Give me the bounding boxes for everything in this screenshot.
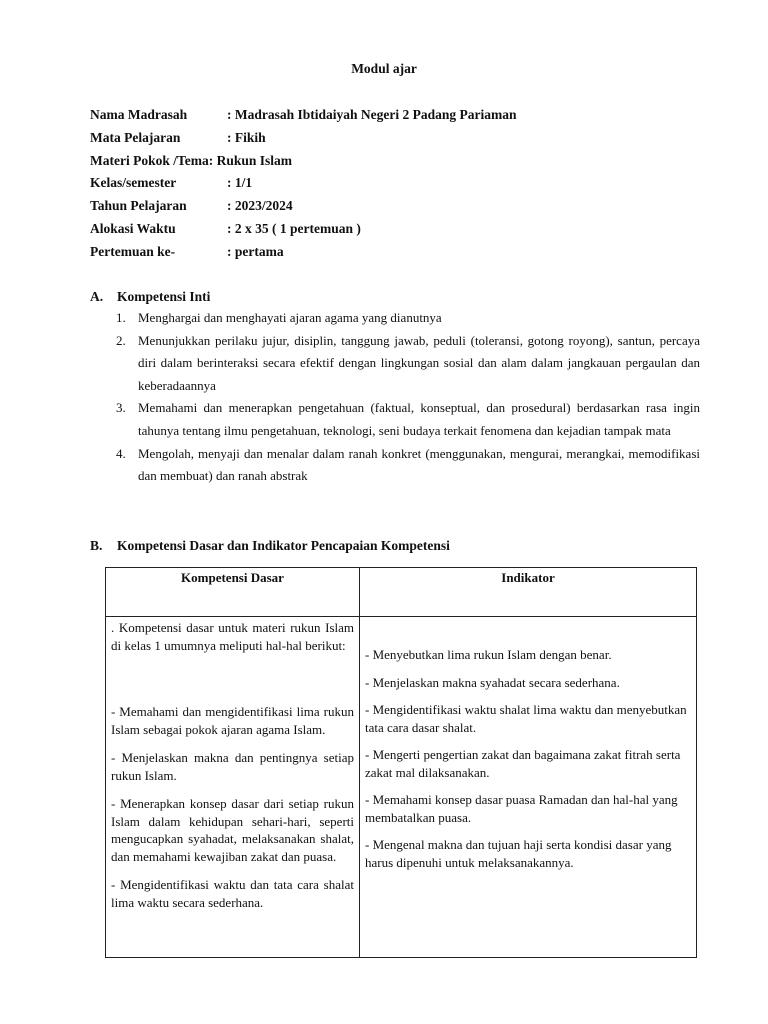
info-label: Alokasi Waktu — [90, 220, 176, 236]
kd-intro: . Kompetensi dasar untuk materi rukun Islam di kelas 1 umumnya meliputi hal-hal berikut: — [111, 620, 354, 653]
info-row-meeting — [90, 241, 517, 264]
table-row — [106, 617, 697, 958]
list-item — [90, 443, 700, 488]
section-kompetensi-inti — [90, 287, 700, 488]
kompetensi-inti-list — [90, 307, 700, 488]
list-number: 4. — [116, 445, 126, 461]
list-item — [90, 307, 700, 330]
info-row-subject — [90, 127, 517, 150]
list-item — [90, 397, 700, 442]
section-letter: B. — [90, 538, 103, 553]
document-title: Modul ajar — [351, 61, 417, 76]
info-row-madrasah — [90, 104, 517, 127]
list-text: Menunjukkan perilaku jujur, disiplin, tanggung jawab, peduli (toleransi, gotong royong), santun, percaya diri dalam berinteraksi secara efektif dengan lingkungan sosial dan alam dalam jangkauan pergaulan dan keberadaannya — [138, 332, 700, 393]
identity-block — [90, 104, 517, 264]
kd-item: - Mengidentifikasi waktu dan tata cara shalat lima waktu secara sederhana. — [111, 877, 354, 910]
info-row-topic — [90, 150, 517, 173]
info-value: : Fikih — [227, 129, 266, 145]
info-label: Nama Madrasah — [90, 107, 188, 122]
info-label: Kelas/semester — [90, 175, 177, 191]
info-value: : 1/1 — [227, 175, 253, 191]
info-row-time — [90, 218, 517, 241]
info-row-year — [90, 195, 517, 218]
indikator-item: - Mengerti pengertian zakat dan bagaimana zakat fitrah serta zakat mal dilaksanakan. — [365, 747, 681, 780]
info-value: : 2 x 35 ( 1 pertemuan ) — [227, 220, 361, 236]
indikator-item: - Menyebutkan lima rukun Islam dengan benar. — [365, 647, 612, 662]
info-value: : pertama — [227, 243, 284, 259]
section-heading — [90, 287, 700, 307]
section-letter: A. — [90, 289, 104, 304]
kd-item: - Menerapkan konsep dasar dari setiap rukun Islam dalam kehidupan sehari-hari, seperti mengucapkan syahadat, melaksanakan shalat, dan memahami kewajiban zakat dan puasa. — [111, 796, 354, 864]
section-title: Kompetensi Inti — [117, 289, 211, 304]
column-header-kompetensi-dasar: Kompetensi Dasar — [106, 568, 360, 617]
section-title: Kompetensi Dasar dan Indikator Pencapaian Kompetensi — [117, 538, 450, 553]
indikator-item: - Mengenal makna dan tujuan haji serta kondisi dasar yang harus dipenuhi untuk melaksanakannya. — [365, 837, 672, 870]
list-number: 1. — [116, 310, 126, 325]
section-kompetensi-dasar — [90, 536, 700, 556]
table-header-row — [106, 568, 697, 617]
kompetensi-dasar-cell — [106, 617, 360, 958]
column-header-indikator: Indikator — [360, 568, 697, 617]
kd-item: - Menjelaskan makna dan pentingnya setiap rukun Islam. — [111, 750, 354, 783]
list-text: Memahami dan menerapkan pengetahuan (faktual, konseptual, dan prosedural) berdasarkan rasa ingin tahunya tentang ilmu pengetahuan, teknologi, seni budaya terkait fenomena dan kejadian tampak mata — [138, 400, 700, 438]
info-value: : Madrasah Ibtidaiyah Negeri 2 Padang Pariaman — [227, 107, 517, 122]
info-label: Mata Pelajaran — [90, 129, 181, 145]
section-heading — [90, 536, 700, 556]
kompetensi-table — [105, 567, 697, 958]
info-label: Pertemuan ke- — [90, 243, 176, 259]
info-label: Tahun Pelajaran — [90, 198, 187, 214]
info-value: : Rukun Islam — [208, 152, 293, 168]
info-label: Materi Pokok /Tema — [90, 152, 209, 168]
list-text: Mengolah, menyaji dan menalar dalam ranah konkret (menggunakan, mengurai, merangkai, memodifikasi dan membuat) dan ranah abstrak — [138, 445, 700, 484]
list-number: 2. — [116, 332, 126, 348]
indikator-item: - Memahami konsep dasar puasa Ramadan dan hal-hal yang membatalkan puasa. — [365, 792, 678, 825]
kd-item: - Memahami dan mengidentifikasi lima rukun Islam sebagai pokok ajaran agama Islam. — [111, 704, 354, 737]
list-item — [90, 330, 700, 398]
info-value: : 2023/2024 — [227, 198, 293, 214]
list-number: 3. — [116, 400, 126, 416]
indikator-item: - Menjelaskan makna syahadat secara sederhana. — [365, 674, 620, 690]
info-row-class — [90, 172, 517, 195]
indikator-cell — [360, 617, 697, 958]
indikator-item: - Mengidentifikasi waktu shalat lima waktu dan menyebutkan tata cara dasar shalat. — [365, 702, 687, 735]
list-text: Menghargai dan menghayati ajaran agama yang dianutnya — [138, 310, 442, 325]
